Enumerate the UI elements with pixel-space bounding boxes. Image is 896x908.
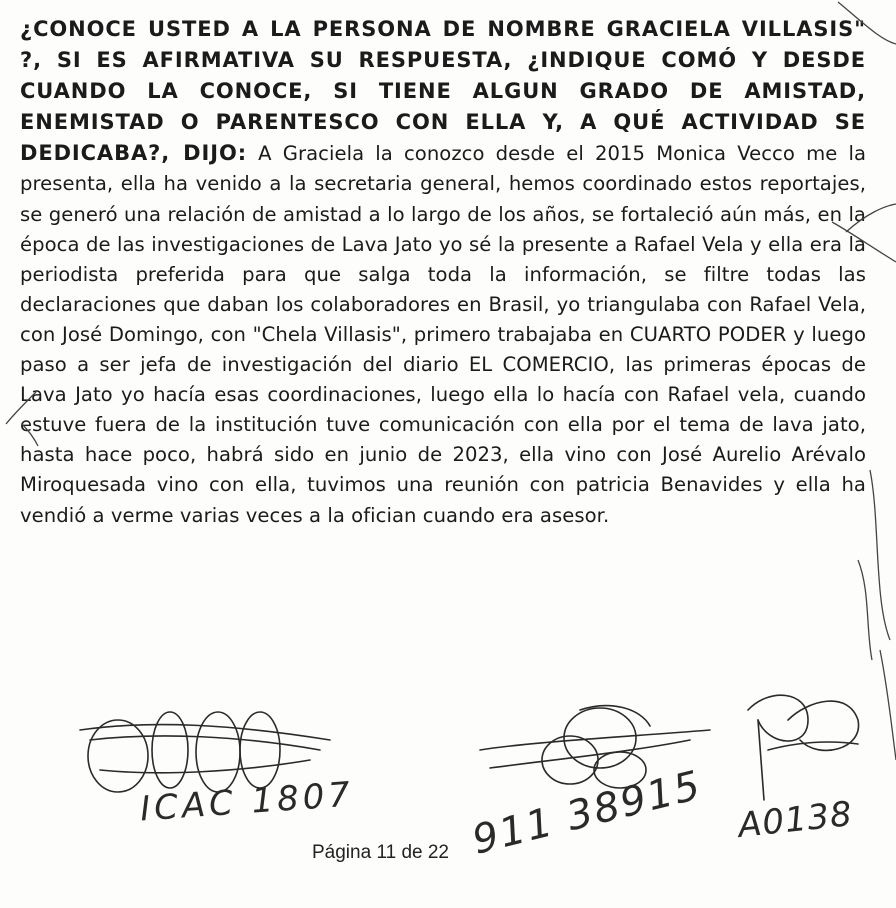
page-number: Página 11 de 22 [312, 842, 449, 863]
question-text: ¿CONOCE USTED A LA PERSONA DE NOMBRE GRACIELA VILLASIS" ?, SI ES AFIRMATIVA SU RESPUESTA, ¿INDIQUE COMÓ Y DESDE CUANDO LA CONOCE, SI TIENE ALGUN GRADO DE AMISTAD, ENEMISTAD O PARENTESCO CON ELLA Y, A QUÉ ACTIVIDAD SE DEDICABA?, DIJO [20, 17, 866, 166]
answer-text: A Graciela la conozco desde el 2015 Monica Vecco me la presenta, ella ha venido a la secretaria general, hemos coordinado estos reportajes, se generó una relación de amistad a lo largo de los años, se fortaleció aún más, en la época de las investigaciones de Lava Jato yo sé la presente a Rafael Vela y ella era la periodista preferida para que salga toda la información, se filtre todas las declaraciones que daban los colaboradores en Brasil, yo triangulaba con Rafael Vela, con José Domingo, con "Chela Villasis", primero trabajaba en CUARTO PODER y luego paso a ser jefa de investigación del diario EL COMERCIO, las primeras épocas de Lava Jato yo hacía esas coordinaciones, luego ella lo hacía con Rafael vela, cuando estuve fuera de la institución tuve comunicación con ella por el tema de lava jato, hasta hace poco, habrá sido en junio de 2023, ella vino con José Aurelio Arévalo Miroquesada vino con ella, tuvimos una reunión con patricia Benavides y ella ha vendió a verme varias veces a la ofician cuando era asesor. [20, 142, 867, 527]
signature-right [728, 680, 878, 800]
signature-left-note: ICAC 1807 [138, 774, 356, 830]
declaration-paragraph [20, 14, 866, 531]
signature-middle-note: 911 38915 [467, 762, 707, 864]
signature-right-note: A0138 [736, 794, 855, 846]
question-suffix: : [237, 141, 248, 166]
